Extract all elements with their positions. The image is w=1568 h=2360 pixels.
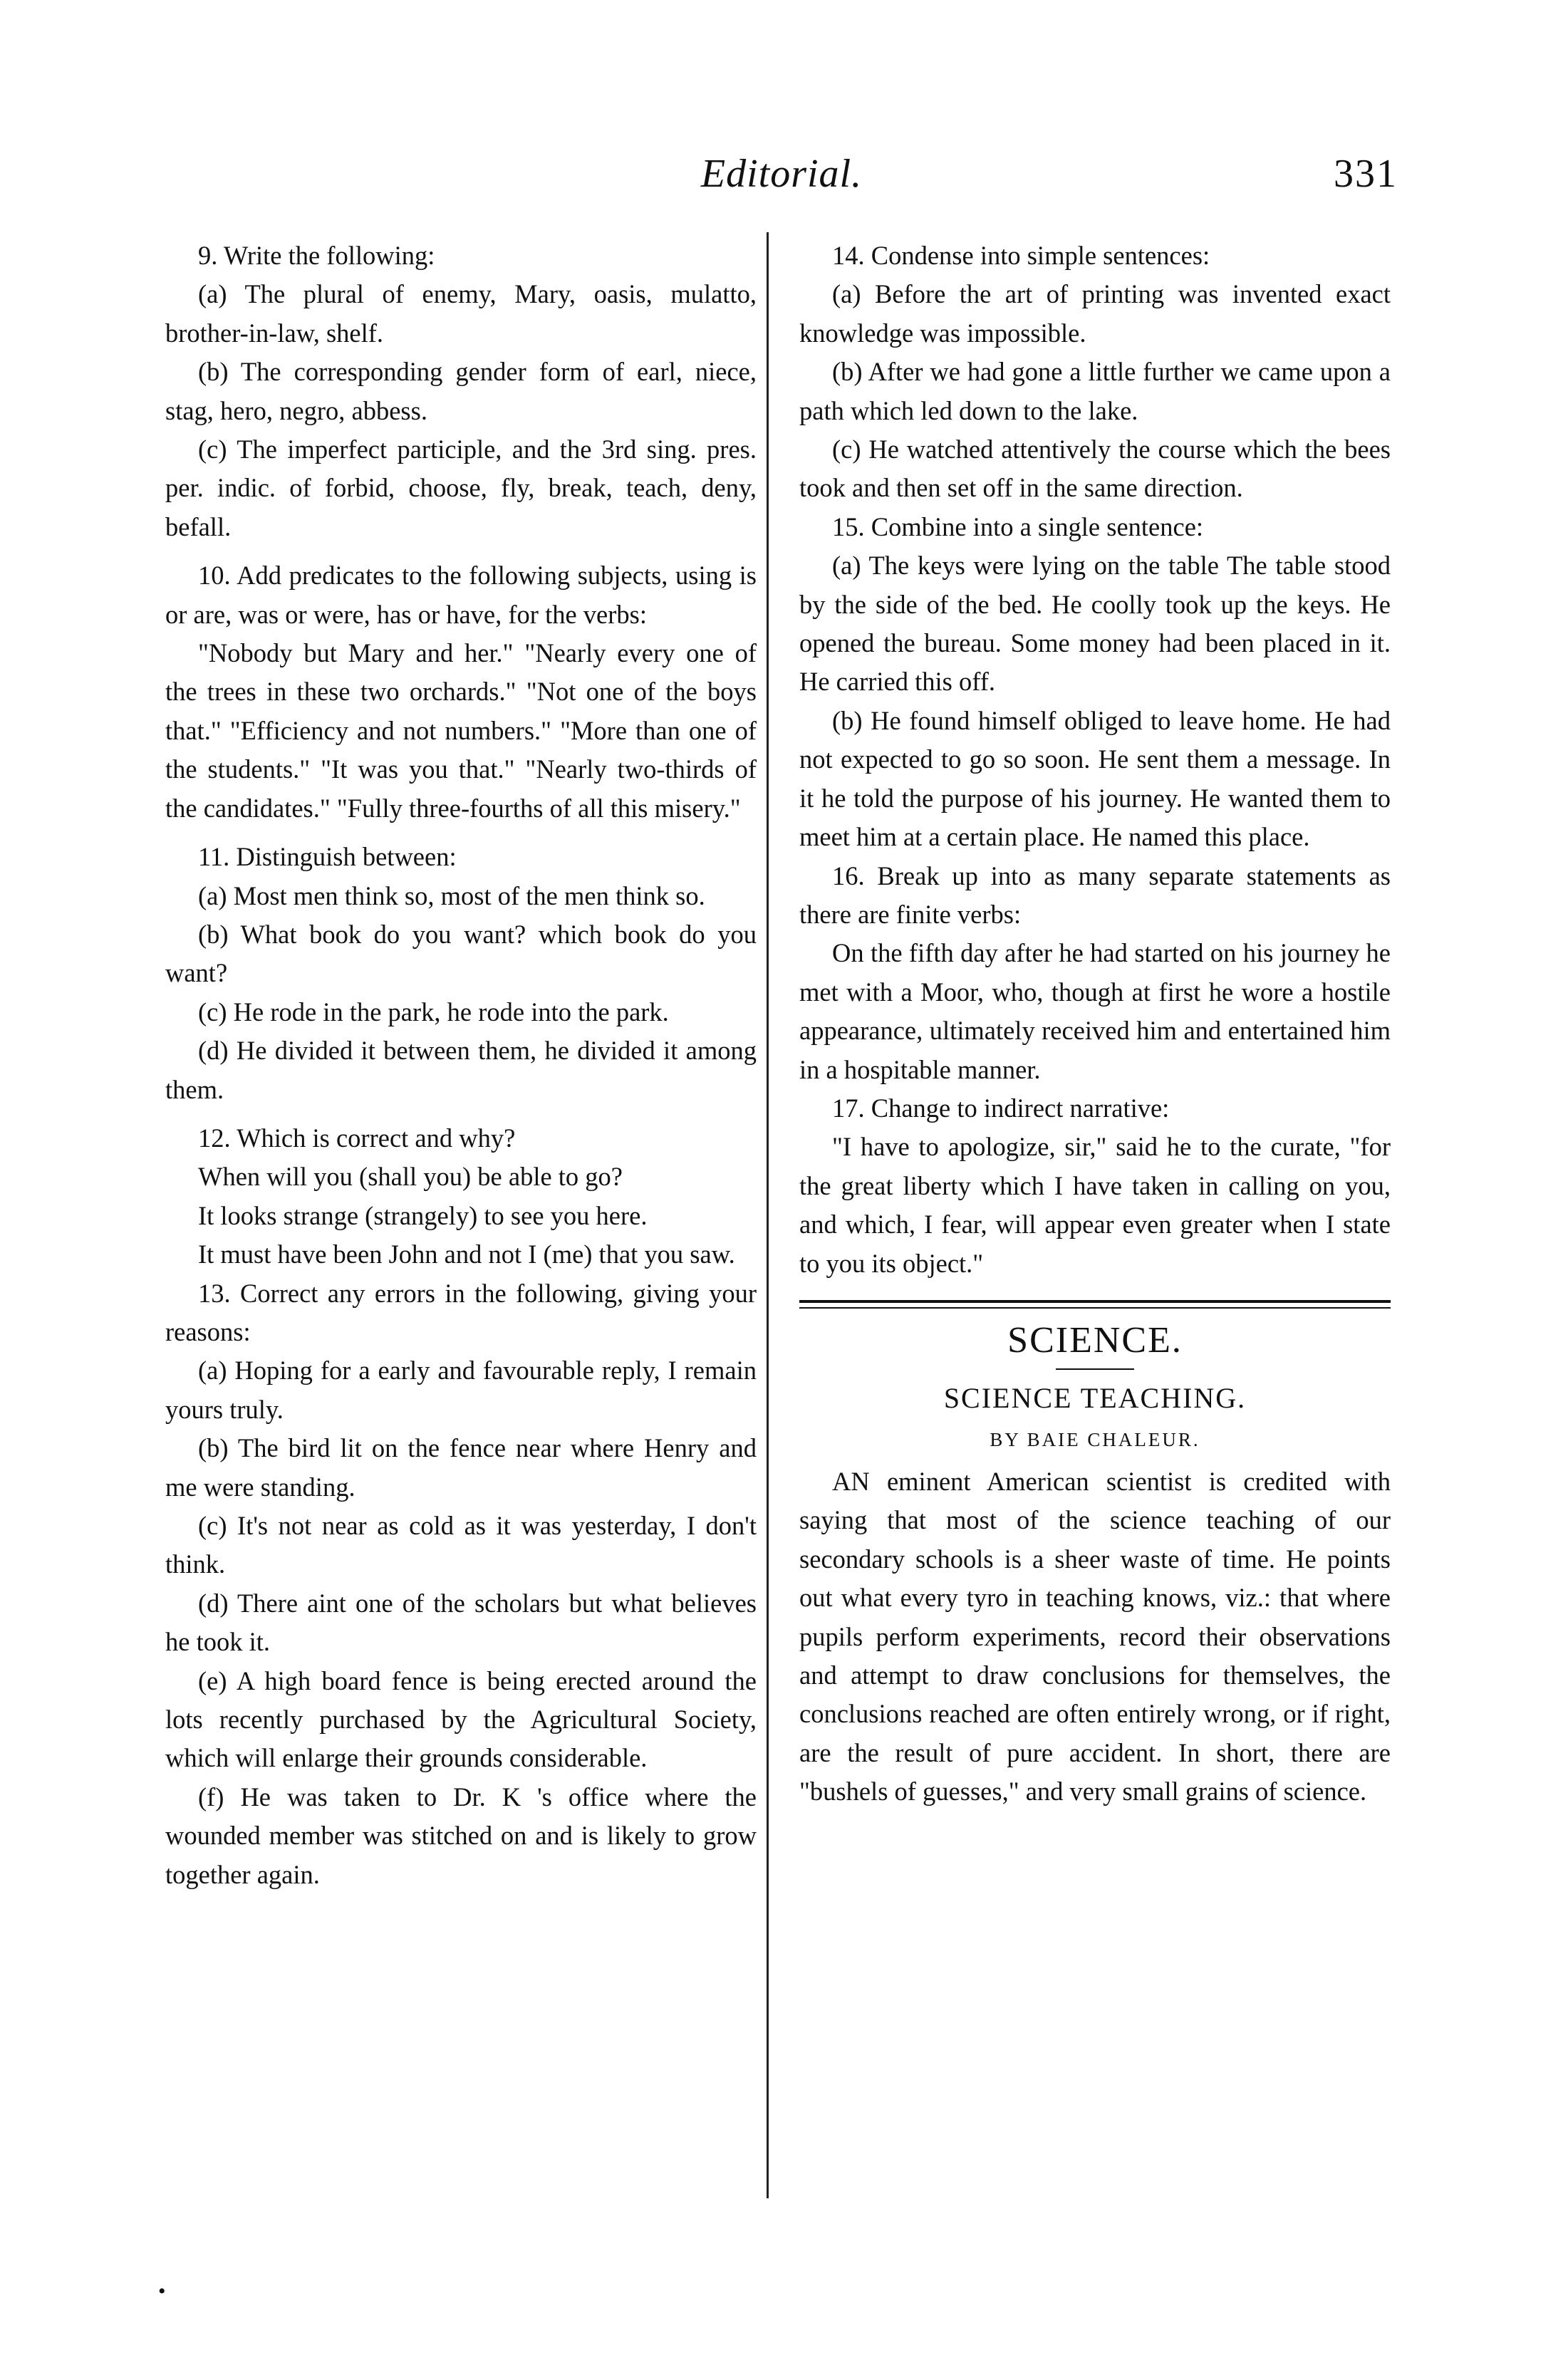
question-10: 10. Add predicates to the following subjects, using is or are, was or were, has or have, for the verbs: (165, 561, 757, 629)
question-9: 9. Write the following: (198, 241, 435, 270)
left-column (165, 227, 757, 1894)
question-16-passage: On the fifth day after he had started on his journey he met with a Moor, who, though at first he wore a hostile appearance, ultimately received him and entertained him in a hospitable manner. (799, 938, 1391, 1084)
column-divider (767, 232, 769, 2198)
question-11b: (b) What book do you want? which book do you want? (165, 919, 757, 988)
running-title: Editorial. (700, 152, 863, 196)
question-14a: (a) Before the art of printing was invented exact knowledge was impossible. (799, 279, 1391, 348)
section-title: SCIENCE. (1007, 1319, 1183, 1361)
question-15: 15. Combine into a single sentence: (832, 511, 1204, 541)
section-rule-thin (799, 1307, 1391, 1309)
question-17-passage: "I have to apologize, sir," said he to the curate, "for the great liberty which I have taken in calling on you, and which, I fear, will appear even greater when I state to you its object." (799, 1132, 1391, 1278)
question-13c: (c) It's not near as cold as it was yesterday, I don't think. (165, 1511, 757, 1579)
question-12: 12. Which is correct and why? (198, 1123, 516, 1153)
question-17: 17. Change to indirect narrative: (832, 1093, 1170, 1123)
section-rule-thick (799, 1300, 1391, 1303)
question-9b: (b) The corresponding gender form of earl, niece, stag, hero, negro, abbess. (165, 357, 757, 425)
article-body: eminent American scientist is credited with saying that most of the science teaching of our secondary schools is a sheer waste of time. He points out what every tyro in teaching knows, viz.: that where pupils perform experiments, record their observations and attempt to draw conclusions for themselves, the conclusions reached are often entirely wrong, or if right, are the result of pure accident. In short, there are "bushels of guesses," and very small grains of science. (799, 1466, 1391, 1807)
section-short-rule (1056, 1368, 1134, 1370)
article-lead-word: AN (832, 1466, 870, 1496)
question-13f: (f) He was taken to Dr. K 's office where the wounded member was stitched on and is likely to grow together again. (165, 1782, 757, 1889)
question-13e: (e) A high board fence is being erected around the lots recently purchased by the Agricultural Society, which will enlarge their grounds considerable. (165, 1665, 757, 1773)
question-15b: (b) He found himself obliged to leave home. He had not expected to go so soon. He sent them a message. In it he told the purpose of his journey. He wanted them to meet him at a certain place. He named this place. (799, 705, 1391, 852)
stray-mark: • (158, 2280, 166, 2303)
question-13b: (b) The bird lit on the fence near where Henry and me were standing. (165, 1433, 757, 1502)
question-14b: (b) After we had gone a little further we came upon a path which led down to the lake. (799, 357, 1391, 425)
question-11a: (a) Most men think so, most of the men think so. (198, 880, 705, 910)
right-column (799, 227, 1391, 1811)
question-12-line-2: It looks strange (strangely) to see you here. (198, 1200, 648, 1230)
question-16: 16. Break up into as many separate statements as there are finite verbs: (799, 861, 1391, 929)
question-15a: (a) The keys were lying on the table The table stood by the side of the bed. He coolly took up the keys. He opened the bureau. Some money had been placed in it. He carried this off. (799, 551, 1391, 697)
question-12-line-3: It must have been John and not I (me) that you saw. (198, 1239, 735, 1269)
question-11: 11. Distinguish between: (198, 842, 457, 872)
page-number: 331 (1334, 152, 1398, 196)
article-byline: BY BAIE CHALEUR. (990, 1428, 1200, 1450)
question-9c: (c) The imperfect participle, and the 3rd sing. pres. per. indic. of forbid, choose, fly, break, teach, deny, befall. (165, 435, 757, 541)
question-13a: (a) Hoping for a early and favourable reply, I remain yours truly. (165, 1356, 757, 1424)
question-12-line-1: When will you (shall you) be able to go? (198, 1162, 623, 1192)
question-9a: (a) The plural of enemy, Mary, oasis, mulatto, brother-in-law, shelf. (165, 279, 757, 348)
question-14c: (c) He watched attentively the course which the bees took and then set off in the same direction. (799, 435, 1391, 503)
question-11c: (c) He rode in the park, he rode into the park. (198, 997, 669, 1026)
question-11d: (d) He divided it between them, he divided it among them. (165, 1036, 757, 1104)
article-paragraph (799, 1462, 1391, 1811)
page-header (165, 151, 1398, 215)
question-10-items: "Nobody but Mary and her." "Nearly every one of the trees in these two orchards." "Not one of the boys that." "Efficiency and not numbers." "More than one of the students." "It was you that." "Nearly two-thirds of the candidates." "Fully three-fourths of all this misery." (165, 638, 757, 823)
question-13d: (d) There aint one of the scholars but what believes he took it. (165, 1588, 757, 1657)
article-title: SCIENCE TEACHING. (943, 1381, 1247, 1414)
question-13: 13. Correct any errors in the following, giving your reasons: (165, 1278, 757, 1346)
question-14: 14. Condense into simple sentences: (832, 241, 1210, 270)
